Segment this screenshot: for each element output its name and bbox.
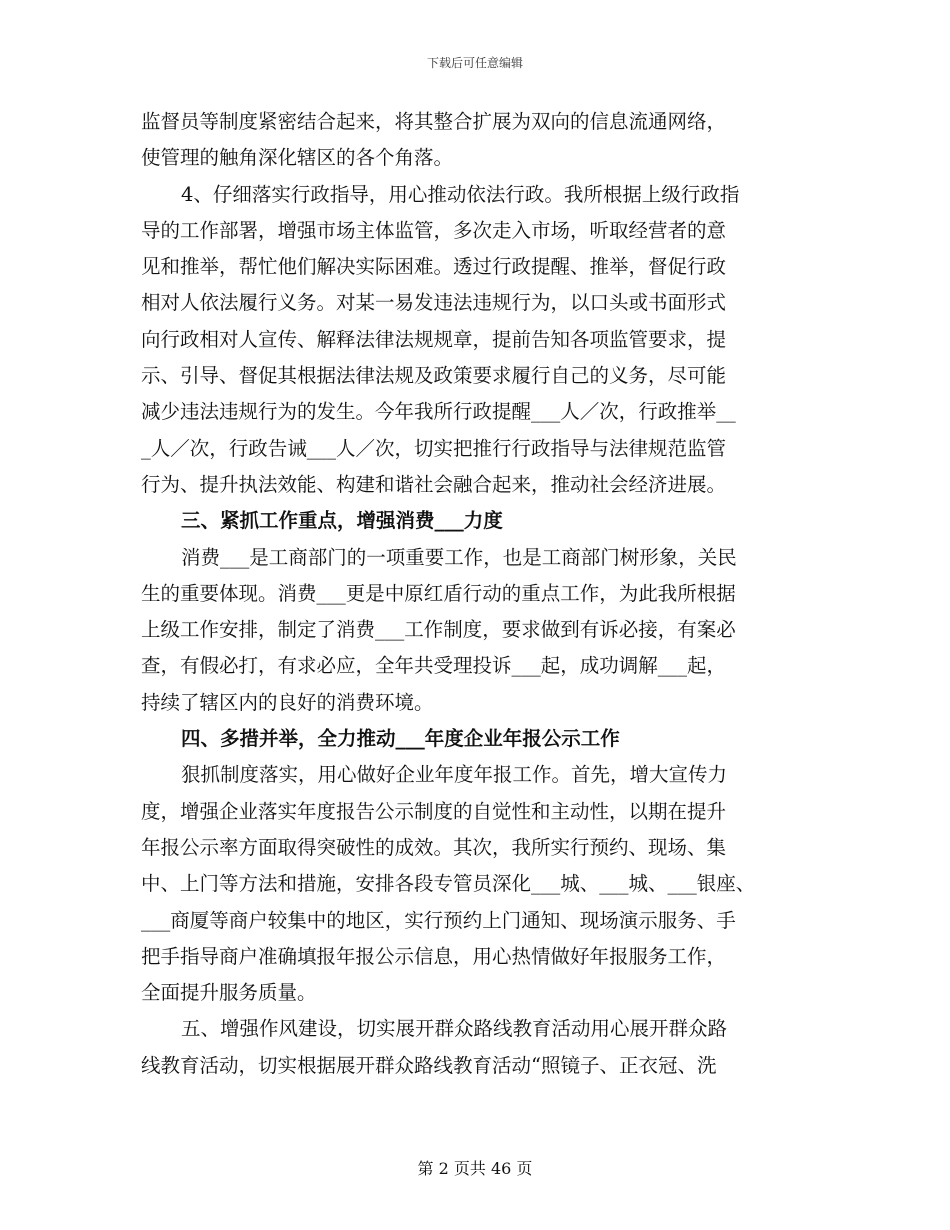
body-line: 减少违法违规行为的发生。今年我所行政提醒___人／次，行政推举__: [141, 400, 736, 424]
body-line: 监督员等制度紧密结合起来，将其整合扩展为双向的信息流通网络，: [141, 110, 727, 133]
section-heading-4: 四、多措并举，全力推动___年度企业年报公示工作: [181, 727, 620, 751]
paragraph-start-line: 五、增强作风建设，切实展开群众路线教育活动用心展开群众路: [181, 1017, 728, 1041]
document-body: [141, 104, 813, 1084]
body-line: 年报公示率方面取得突破性的成效。其次，我所实行预约、现场、集: [141, 835, 727, 859]
body-line: 度，增强企业落实年度报告公示制度的自觉性和主动性，以期在提升: [141, 799, 727, 823]
body-line: 使管理的触角深化辖区的各个角落。: [141, 146, 454, 170]
body-line: _人／次，行政告诫___人／次，切实把推行行政指导与法律规范监管: [141, 436, 727, 460]
body-line: 线教育活动，切实根据展开群众路线教育活动“照镜子、正衣冠、洗: [141, 1053, 717, 1077]
body-line: 查，有假必打，有求必应，全年共受理投诉___起，成功调解___起，: [141, 654, 727, 678]
body-line: 向行政相对人宣传、解释法律法规规章，提前告知各项监管要求，提: [141, 327, 727, 351]
body-line: 相对人依法履行义务。对某一易发违法违规行为，以口头或书面形式: [141, 291, 727, 315]
page-footer: 第 2 页共 46 页: [417, 1159, 533, 1178]
body-line: 中、上门等方法和措施，安排各段专管员深化___城、___城、___银座、: [141, 872, 756, 896]
body-line: 持续了辖区内的良好的消费环境。: [141, 690, 434, 714]
body-line: 见和推举，帮忙他们解决实际困难。透过行政提醒、推举，督促行政: [141, 255, 727, 279]
body-line: 上级工作安排，制定了消费___工作制度，要求做到有诉必接，有案必: [141, 618, 736, 642]
body-line: 行为、提升执法效能、构建和谐社会融合起来，推动社会经济进展。: [141, 472, 727, 496]
paragraph-start-line: 消费___是工商部门的一项重要工作，也是工商部门树形象，关民: [181, 545, 737, 569]
body-line: 生的重要体现。消费___更是中原红盾行动的重点工作，为此我所根据: [141, 581, 736, 605]
body-line: ___商厦等商户较集中的地区，实行预约上门通知、现场演示服务、手: [141, 908, 736, 932]
paragraph-start-line: 4、仔细落实行政指导，用心推动依法行政。我所根据上级行政指: [181, 182, 740, 206]
section-heading-3: 三、紧抓工作重点，增强消费___力度: [181, 509, 503, 533]
body-line: 示、引导、督促其根据法律法规及政策要求履行自己的义务，尽可能: [141, 364, 727, 388]
body-line: 把手指导商户准确填报年报公示信息，用心热情做好年报服务工作，: [141, 944, 727, 968]
paragraph-start-line: 狠抓制度落实，用心做好企业年度年报工作。首先，增大宣传力: [181, 763, 728, 787]
page-header: 下载后可任意编辑: [426, 56, 523, 70]
body-line: 导的工作部署，增强市场主体监管，多次走入市场，听取经营者的意: [141, 218, 727, 242]
body-line: 全面提升服务质量。: [141, 981, 317, 1005]
